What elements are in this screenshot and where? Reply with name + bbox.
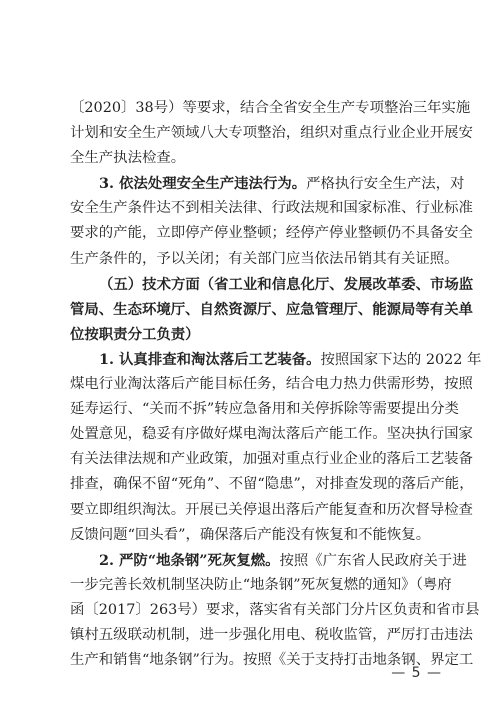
item-text: 按照《广东省人民政府关于进 xyxy=(279,552,467,569)
item-heading: 1. 认真排查和淘汰落后工艺装备。 xyxy=(99,350,321,368)
text-line: 处置意见，稳妥有序做好煤电淘汰落后产能工作。坚决执行国家 xyxy=(70,426,473,443)
item-heading: 2. 严防“地条钢”死灰复燃。 xyxy=(99,551,280,569)
text-line: 生产和销售“地条钢”行为。按照《关于支持打击地条钢、界定工 xyxy=(70,652,474,669)
text-line: 反馈问题“回头看”，确保落后产能没有恢复和不能恢复。 xyxy=(70,526,431,543)
section-heading-line: 位按职责分工负责） xyxy=(70,325,200,343)
text-line: 有关法律法规和产业政策，加强对重点行业企业的落后工艺装备 xyxy=(70,451,473,468)
text-line: 安全生产条件达不到相关法律、行政法规和国家标准、行业标准 xyxy=(70,200,473,217)
item-text: 按照国家下达的 2022 年 xyxy=(320,351,482,368)
text-line: 函〔2017〕263号）要求，落实省有关部门分片区负责和省市县 xyxy=(70,601,480,618)
section-heading-line: （五）技术方面（省工业和信息化厅、发展改革委、市场监 xyxy=(99,275,474,293)
text-line: 要立即组织淘汰。开展已关停退出落后产能复查和历次督导检查 xyxy=(70,501,473,518)
text-line: 全生产执法检查。 xyxy=(70,150,186,167)
item-heading-line xyxy=(70,171,465,196)
page-number: — 5 — xyxy=(391,665,442,681)
text-line: 要求的产能，立即停产停业整顿；经停产停业整顿仍不具备安全 xyxy=(70,225,473,242)
item-heading: 3. 依法处理安全生产违法行为。 xyxy=(99,175,307,193)
text-line: 排查，确保不留“死角”、不留“隐患”，对排查发现的落后产能， xyxy=(70,476,474,493)
item-text: 严格执行安全生产法，对 xyxy=(306,176,465,193)
text-line: 镇村五级联动机制，进一步强化用电、税收监管，严厉打击违法 xyxy=(70,626,473,643)
text-line: 生产条件的，予以关闭；有关部门应当依法吊销其有关证照。 xyxy=(70,250,459,267)
item-heading-line xyxy=(70,347,482,372)
item-heading-line xyxy=(70,548,467,573)
text-line: 延寿运行、“关而不拆”转应急备用和关停拆除等需要提出分类 xyxy=(70,401,459,418)
document-body xyxy=(70,96,482,673)
text-line: 煤电行业淘汰落后产能目标任务，结合电力热力供需形势，按照 xyxy=(70,376,473,393)
text-line: 〔2020〕38号）等要求，结合全省安全生产专项整治三年实施 xyxy=(70,100,471,116)
text-line: 计划和安全生产领域八大专项整治，组织对重点行业企业开展安 xyxy=(70,125,473,142)
text-line: 一步完善长效机制坚决防止“地条钢”死灰复燃的通知》（粤府 xyxy=(70,576,452,593)
section-heading-line: 管局、生态环境厅、自然资源厅、应急管理厅、能源局等有关单 xyxy=(70,300,473,318)
